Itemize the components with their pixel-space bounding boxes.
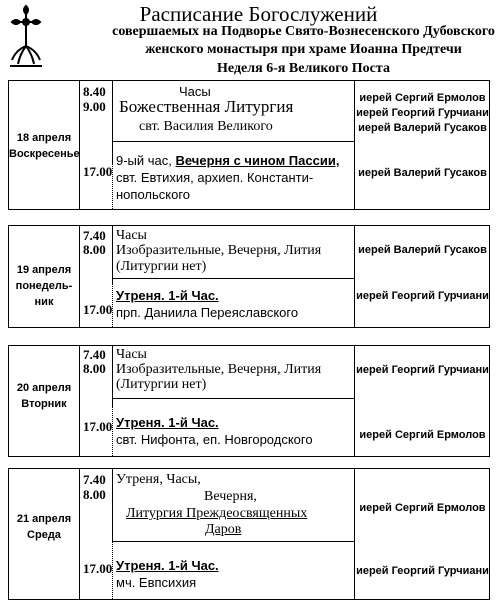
column-divider: [79, 81, 80, 209]
date-label: 20 апреля: [16, 382, 72, 394]
row-divider: [112, 398, 354, 399]
date-label: 21 апреля: [16, 513, 72, 525]
service-text: Часы: [179, 84, 211, 99]
priest-name: иерей Георгий Гурчиани: [356, 107, 489, 119]
service-text: (Литургии нет): [116, 377, 207, 392]
time-label: 17.00: [83, 561, 113, 576]
service-text-bold: Вечерня с чином Пассии,: [175, 153, 340, 168]
row-divider: [112, 541, 354, 542]
day-block-21-april: [8, 468, 490, 600]
column-divider: [354, 81, 355, 209]
column-divider: [112, 226, 113, 284]
service-text: прп. Даниила Переяславского: [116, 305, 299, 320]
service-text: свт. Нифонта, еп. Новгородского: [116, 432, 313, 447]
day-block-18-april: [8, 80, 490, 210]
priest-name: иерей Сергий Ермолов: [359, 92, 486, 104]
row-divider: [112, 141, 354, 142]
service-text: мч. Евпсихия: [116, 575, 197, 590]
priest-name: иерей Валерий Гусаков: [358, 244, 487, 256]
day-date: [9, 262, 79, 310]
time-label: 17.00: [83, 419, 113, 434]
service-text: (Литургии нет): [116, 259, 207, 274]
time-label: 17.00: [83, 164, 113, 179]
column-divider: [112, 81, 113, 164]
service-text: Утреня. 1-й Час.: [116, 558, 219, 573]
date-label: 18 апреля: [16, 132, 72, 144]
day-block-19-april: [8, 225, 490, 328]
service-text: Изобразительные, Вечерня, Лития: [116, 243, 322, 258]
cross-logo-icon: [4, 2, 48, 72]
time-label: 8.00: [83, 487, 106, 502]
weekday-label: Воскресенье: [9, 148, 80, 160]
column-divider: [112, 346, 113, 406]
priest-name: иерей Валерий Гусаков: [358, 167, 487, 179]
priest-name: иерей Георгий Гурчиани: [356, 565, 489, 577]
time-label: 7.40: [83, 228, 106, 243]
service-text: Утреня, Часы,: [116, 472, 201, 487]
column-divider: [354, 226, 355, 327]
priest-name: иерей Георгий Гурчиани: [356, 364, 489, 376]
day-date: [9, 511, 79, 543]
day-date: [9, 380, 79, 412]
service-text: Божественная Литургия: [119, 97, 294, 116]
header-subtitle-line-1: совершаемых на Подворье Свято-Вознесенского Дубовского: [112, 24, 495, 39]
time-label: 8.00: [83, 242, 106, 257]
header-week-title: Неделя 6-я Великого Поста: [217, 61, 390, 76]
service-text: свт. Евтихия, архиеп. Константи-: [116, 170, 314, 185]
column-divider: [354, 469, 355, 599]
weekday-label: Вторник: [21, 398, 67, 410]
time-label: 8.40: [83, 84, 106, 99]
column-divider: [79, 469, 80, 599]
page-title: Расписание Богослужений: [139, 2, 378, 26]
column-divider: [79, 226, 80, 327]
service-text: Изобразительные, Вечерня, Лития: [116, 362, 322, 377]
service-text: Вечерня,: [204, 489, 257, 504]
service-text: Часы: [116, 347, 147, 362]
service-text: [116, 153, 339, 169]
weekday-label: Среда: [27, 529, 61, 541]
time-label: 8.00: [83, 361, 106, 376]
time-label: 9.00: [83, 99, 106, 114]
service-text: Утреня. 1-й Час.: [116, 288, 219, 303]
row-divider: [112, 278, 354, 279]
time-label: 7.40: [83, 472, 106, 487]
priest-name: иерей Сергий Ермолов: [359, 502, 486, 514]
service-text: нопольского: [116, 187, 191, 202]
day-block-20-april: [8, 345, 490, 457]
service-text: Литургия Преждеосвященных: [126, 506, 308, 521]
priest-name: иерей Валерий Гусаков: [358, 122, 487, 134]
weekday-label: понедель-: [15, 280, 73, 292]
weekday-label: ник: [34, 296, 54, 308]
header-subtitle-line-2: женского монастыря при храме Иоанна Предтечи: [145, 42, 462, 57]
service-text: Утреня. 1-й Час.: [116, 415, 219, 430]
day-date: [9, 130, 79, 162]
time-label: 17.00: [83, 302, 113, 317]
service-text: свт. Василия Великого: [139, 119, 273, 134]
service-text: Часы: [116, 228, 147, 243]
date-label: 19 апреля: [16, 264, 72, 276]
time-label: 7.40: [83, 347, 106, 362]
priest-name: иерей Георгий Гурчиани: [356, 290, 489, 302]
column-divider: [112, 469, 113, 541]
column-divider: [79, 346, 80, 456]
service-text: Даров: [205, 522, 242, 537]
column-divider: [354, 346, 355, 456]
priest-name: иерей Сергий Ермолов: [359, 429, 486, 441]
service-text-prefix: 9-ый час,: [116, 153, 176, 168]
